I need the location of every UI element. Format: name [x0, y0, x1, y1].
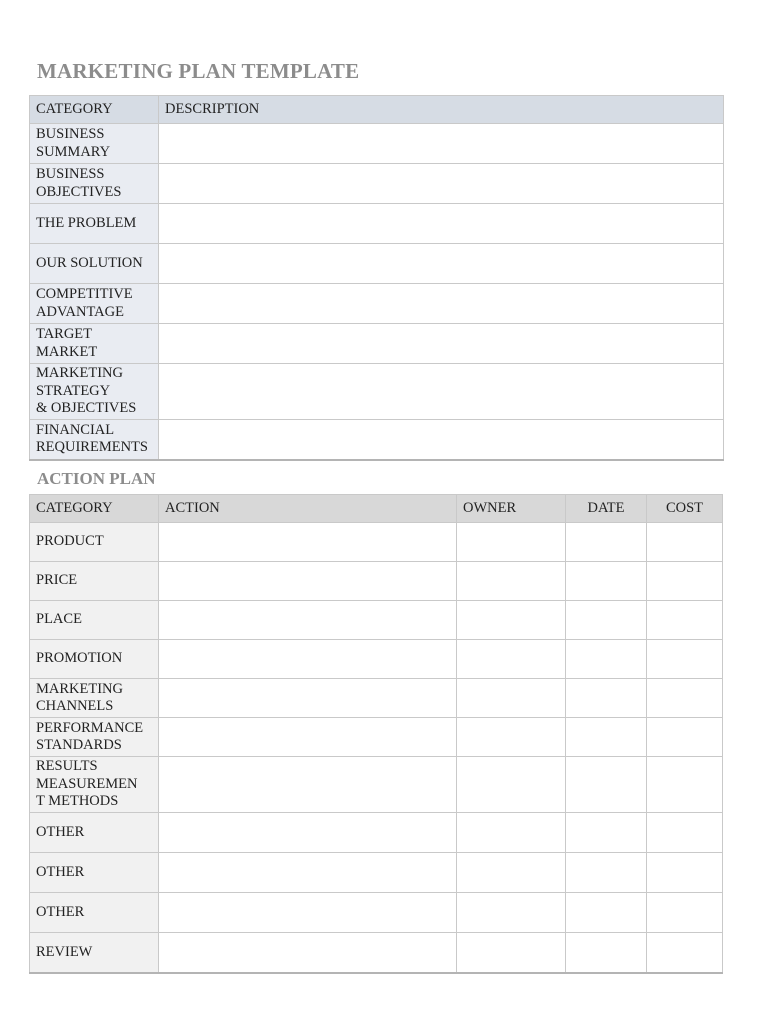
- category-cell: OTHER: [30, 893, 159, 933]
- action-cell[interactable]: [159, 813, 457, 853]
- category-cell: MARKETING STRATEGY & OBJECTIVES: [30, 364, 159, 420]
- table-header-row: [30, 495, 723, 523]
- table-row: [30, 364, 724, 420]
- owner-cell[interactable]: [457, 757, 566, 813]
- description-cell[interactable]: [159, 124, 724, 164]
- table-row: [30, 640, 723, 679]
- action-cell[interactable]: [159, 757, 457, 813]
- date-cell[interactable]: [566, 640, 647, 679]
- owner-cell[interactable]: [457, 601, 566, 640]
- owner-cell[interactable]: [457, 679, 566, 718]
- page-title: MARKETING PLAN TEMPLATE: [37, 59, 360, 83]
- category-cell: COMPETITIVE ADVANTAGE: [30, 284, 159, 324]
- date-cell[interactable]: [566, 679, 647, 718]
- table-row: [30, 124, 724, 164]
- table-row: [30, 933, 723, 973]
- column-header-category: CATEGORY: [30, 495, 159, 523]
- description-cell[interactable]: [159, 284, 724, 324]
- owner-cell[interactable]: [457, 718, 566, 757]
- date-cell[interactable]: [566, 601, 647, 640]
- cost-cell[interactable]: [647, 757, 723, 813]
- table-row: [30, 164, 724, 204]
- category-cell: PERFORMANCE STANDARDS: [30, 718, 159, 757]
- cost-cell[interactable]: [647, 562, 723, 601]
- column-header-owner: OWNER: [457, 495, 566, 523]
- cost-cell[interactable]: [647, 601, 723, 640]
- owner-cell[interactable]: [457, 893, 566, 933]
- cost-cell[interactable]: [647, 640, 723, 679]
- table-row: [30, 244, 724, 284]
- action-cell[interactable]: [159, 562, 457, 601]
- table-row: [30, 893, 723, 933]
- column-header-description: DESCRIPTION: [159, 96, 724, 124]
- owner-cell[interactable]: [457, 640, 566, 679]
- description-cell[interactable]: [159, 244, 724, 284]
- category-cell: BUSINESS OBJECTIVES: [30, 164, 159, 204]
- action-cell[interactable]: [159, 933, 457, 973]
- date-cell[interactable]: [566, 562, 647, 601]
- table-row: [30, 679, 723, 718]
- category-cell: OTHER: [30, 813, 159, 853]
- cost-cell[interactable]: [647, 718, 723, 757]
- date-cell[interactable]: [566, 813, 647, 853]
- owner-cell[interactable]: [457, 853, 566, 893]
- cost-cell[interactable]: [647, 853, 723, 893]
- table-row: [30, 284, 724, 324]
- category-cell: OTHER: [30, 853, 159, 893]
- action-cell[interactable]: [159, 893, 457, 933]
- table-row: [30, 324, 724, 364]
- owner-cell[interactable]: [457, 562, 566, 601]
- cost-cell[interactable]: [647, 813, 723, 853]
- description-cell[interactable]: [159, 204, 724, 244]
- category-cell: PROMOTION: [30, 640, 159, 679]
- date-cell[interactable]: [566, 893, 647, 933]
- action-plan-table: [29, 494, 723, 974]
- table-row: [30, 718, 723, 757]
- cost-cell[interactable]: [647, 523, 723, 562]
- cost-cell[interactable]: [647, 933, 723, 973]
- category-cell: RESULTS MEASUREMEN T METHODS: [30, 757, 159, 813]
- date-cell[interactable]: [566, 933, 647, 973]
- description-cell[interactable]: [159, 324, 724, 364]
- table-row: [30, 523, 723, 562]
- category-cell: REVIEW: [30, 933, 159, 973]
- category-cell: TARGET MARKET: [30, 324, 159, 364]
- action-cell[interactable]: [159, 640, 457, 679]
- table-row: [30, 757, 723, 813]
- date-cell[interactable]: [566, 718, 647, 757]
- table-row: [30, 204, 724, 244]
- category-cell: PRODUCT: [30, 523, 159, 562]
- column-header-action: ACTION: [159, 495, 457, 523]
- category-cell: MARKETING CHANNELS: [30, 679, 159, 718]
- cost-cell[interactable]: [647, 679, 723, 718]
- table-row: [30, 813, 723, 853]
- category-cell: BUSINESS SUMMARY: [30, 124, 159, 164]
- table-row: [30, 601, 723, 640]
- owner-cell[interactable]: [457, 933, 566, 973]
- column-header-date: DATE: [566, 495, 647, 523]
- category-cell: PLACE: [30, 601, 159, 640]
- table-row: [30, 853, 723, 893]
- section-title-action-plan: ACTION PLAN: [37, 469, 156, 488]
- action-cell[interactable]: [159, 853, 457, 893]
- table-header-row: [30, 96, 724, 124]
- owner-cell[interactable]: [457, 523, 566, 562]
- marketing-plan-table: [29, 95, 724, 461]
- date-cell[interactable]: [566, 853, 647, 893]
- description-cell[interactable]: [159, 420, 724, 460]
- description-cell[interactable]: [159, 364, 724, 420]
- category-cell: FINANCIAL REQUIREMENTS: [30, 420, 159, 460]
- column-header-category: CATEGORY: [30, 96, 159, 124]
- date-cell[interactable]: [566, 757, 647, 813]
- action-cell[interactable]: [159, 679, 457, 718]
- column-header-cost: COST: [647, 495, 723, 523]
- category-cell: OUR SOLUTION: [30, 244, 159, 284]
- table-row: [30, 420, 724, 460]
- owner-cell[interactable]: [457, 813, 566, 853]
- category-cell: PRICE: [30, 562, 159, 601]
- description-cell[interactable]: [159, 164, 724, 204]
- date-cell[interactable]: [566, 523, 647, 562]
- category-cell: THE PROBLEM: [30, 204, 159, 244]
- action-cell[interactable]: [159, 523, 457, 562]
- table-row: [30, 562, 723, 601]
- cost-cell[interactable]: [647, 893, 723, 933]
- action-cell[interactable]: [159, 601, 457, 640]
- action-cell[interactable]: [159, 718, 457, 757]
